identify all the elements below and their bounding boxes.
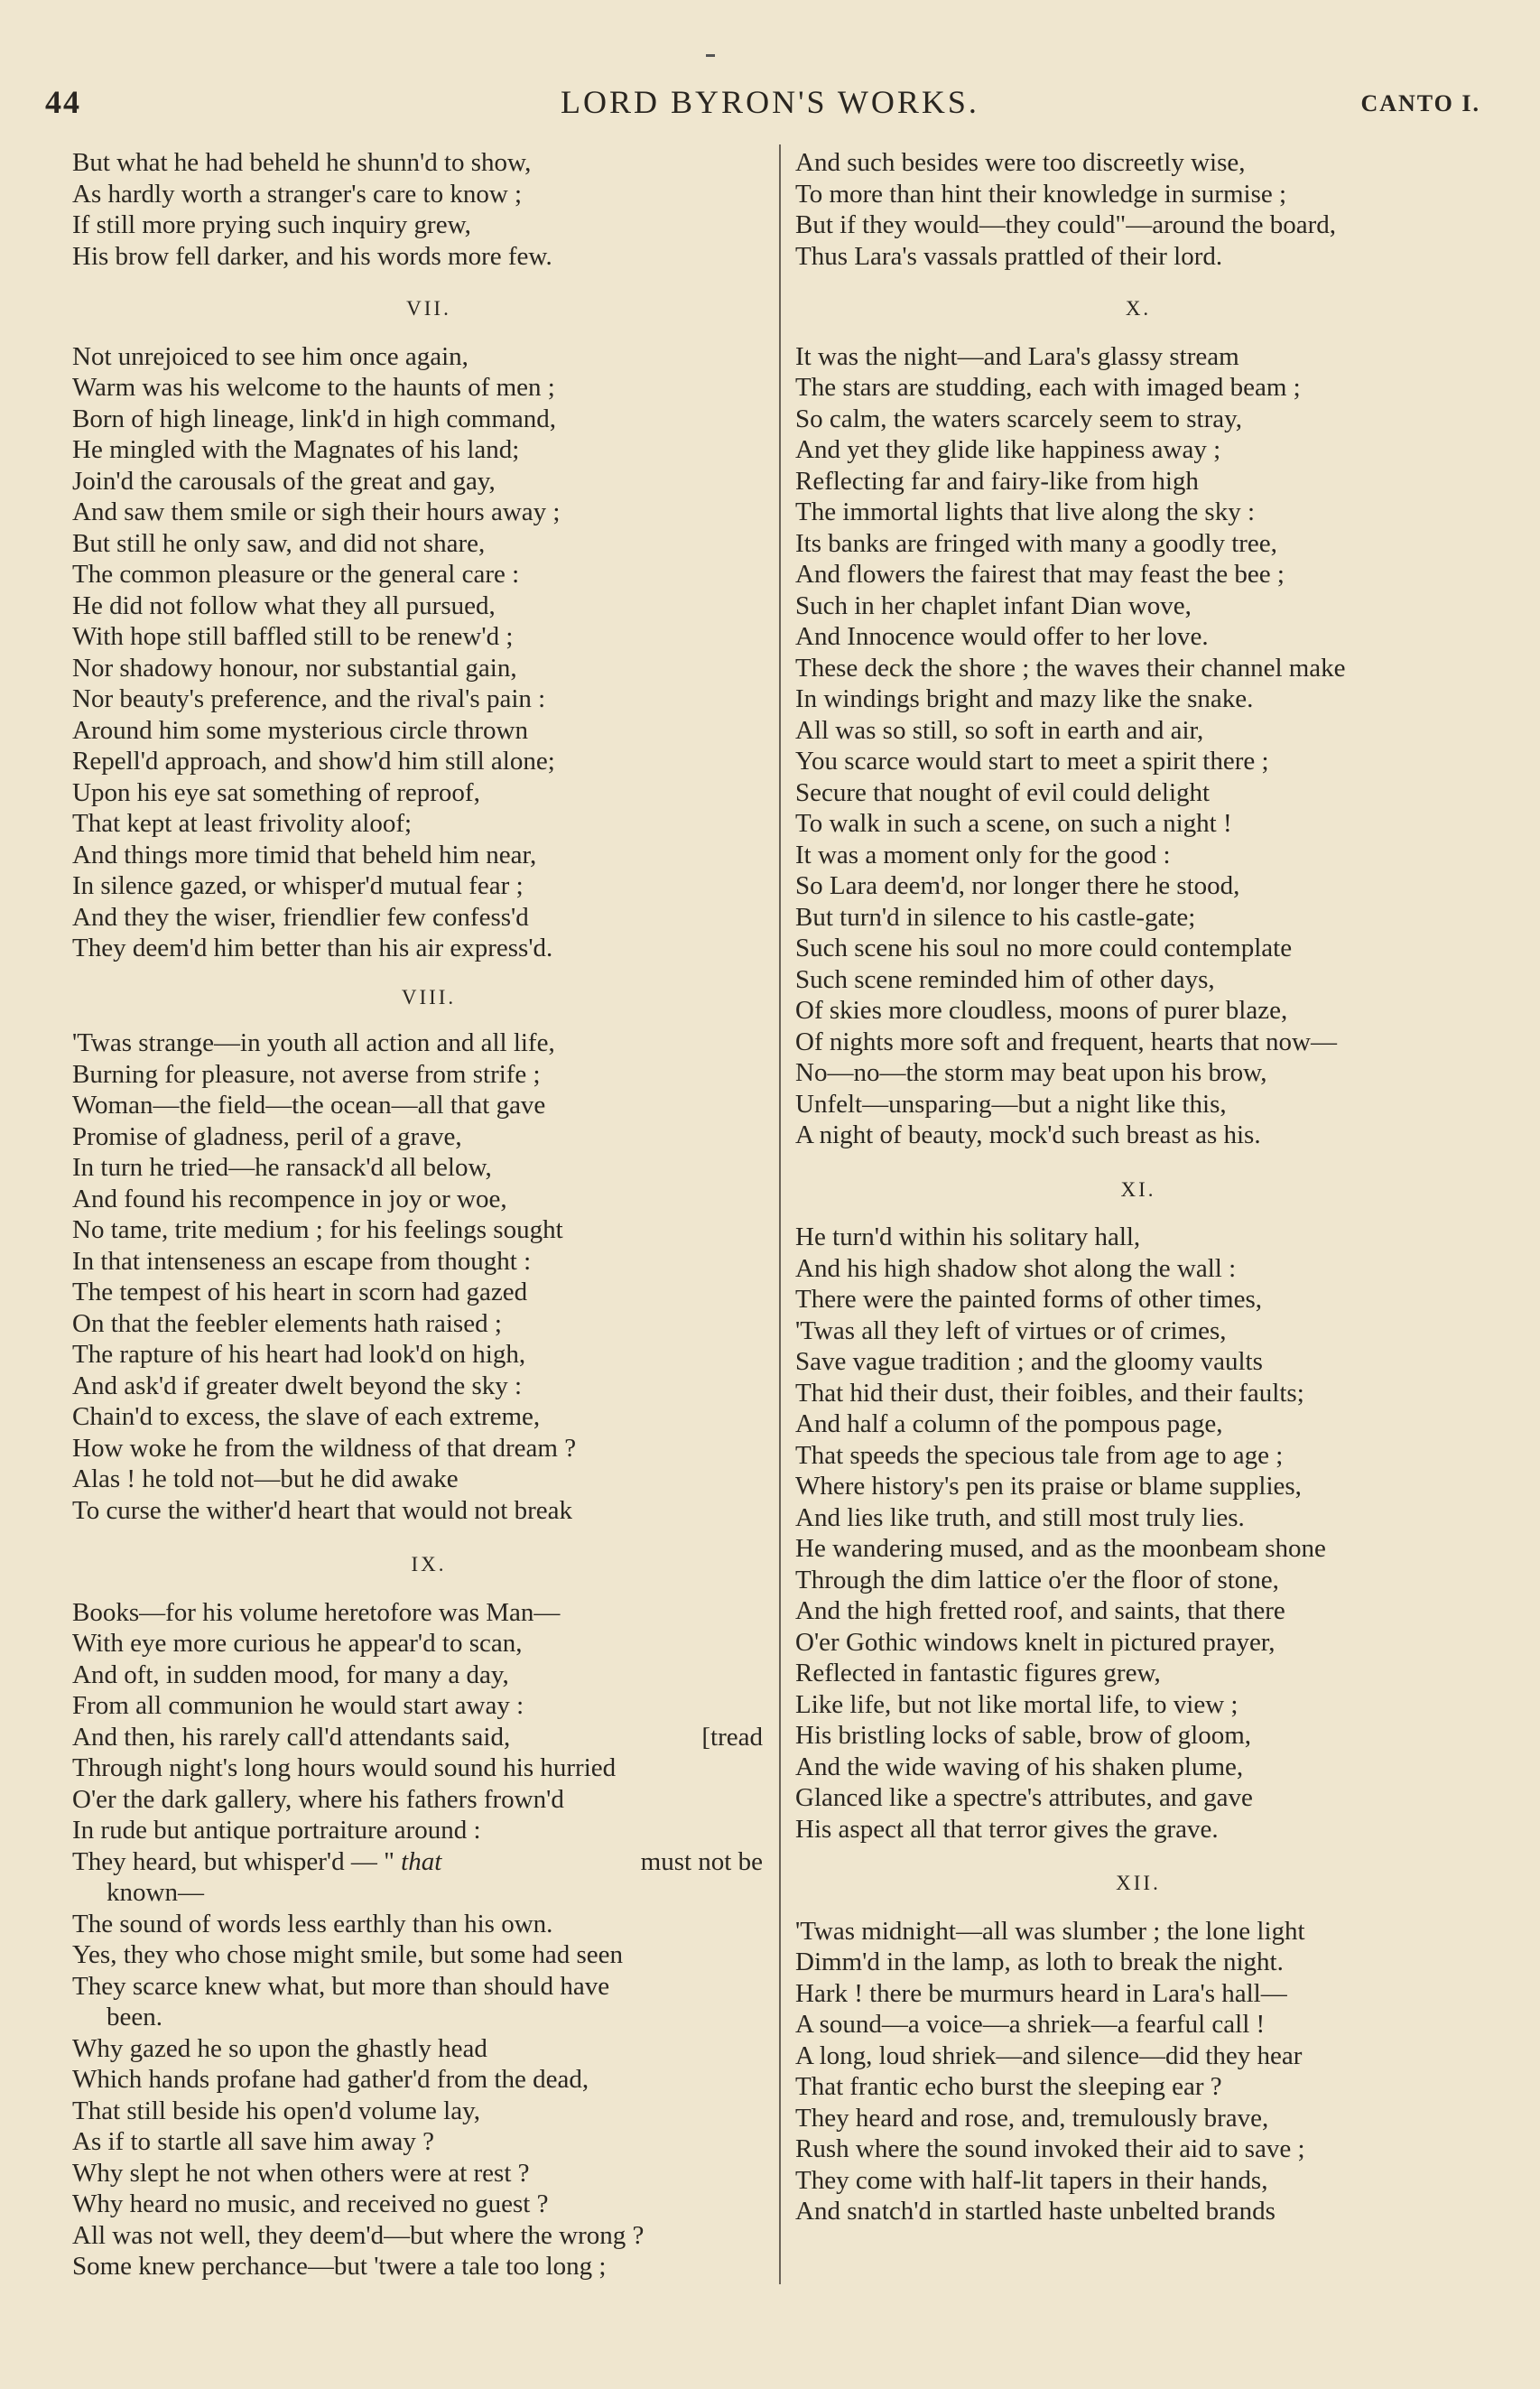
verse-line: It was the night—and Lara's glassy stream [795, 341, 1239, 371]
verse-line: In rude but antique portraiture around : [72, 1816, 481, 1845]
verse-line-text: And then, his rarely call'd attendants said, [72, 1722, 511, 1752]
verse-line: But turn'd in silence to his castle-gate; [795, 902, 1196, 932]
verse-line: Unfelt—unsparing—but a night like this, [795, 1089, 1227, 1119]
verse-line: These deck the shore ; the waves their channel make [795, 653, 1346, 683]
verse-line: And Innocence would offer to her love. [795, 622, 1209, 651]
verse-line: Why slept he not when others were at rest ? [72, 2158, 530, 2188]
verse-line: Woman—the field—the ocean—all that gave [72, 1091, 546, 1120]
verse-line: Around him some mysterious circle thrown [72, 715, 528, 745]
verse-line: With eye more curious he appear'd to scan, [72, 1629, 523, 1658]
verse-line: Books—for his volume heretofore was Man— [72, 1597, 561, 1627]
intro-lines-left [72, 147, 785, 272]
verse-line: Chain'd to excess, the slave of each extreme, [72, 1402, 541, 1431]
verse-line: A long, loud shriek—and silence—did they hear [795, 2040, 1303, 2070]
verse-line: And saw them smile or sigh their hours away ; [72, 497, 561, 526]
verse-line: 'Twas midnight—all was slumber ; the lone light [795, 1916, 1305, 1946]
verse-line: Burning for pleasure, not averse from strife ; [72, 1059, 541, 1089]
verse-line: Such scene reminded him of other days, [795, 964, 1215, 994]
top-mark [706, 54, 715, 57]
verse-line: Its banks are fringed with many a goodly tree, [795, 528, 1277, 558]
verse-line: Hark ! there be murmurs heard in Lara's hall— [795, 1978, 1287, 2008]
verse-line: To curse the wither'd heart that would not break [72, 1495, 573, 1525]
stanza-number-x: X. [1125, 297, 1152, 320]
verse-line: That kept at least frivolity aloof; [72, 809, 413, 838]
verse-line: And snatch'd in startled haste unbelted brands [795, 2197, 1276, 2226]
verse-line: Repell'd approach, and show'd him still alone; [72, 747, 555, 776]
verse-line: Born of high lineage, link'd in high command, [72, 404, 557, 433]
verse-line: Of skies more cloudless, moons of purer blaze, [795, 996, 1288, 1025]
verse-line-turnover: been. [107, 2003, 162, 2031]
verse-line: Yes, they who chose might smile, but some had seen [72, 1940, 624, 1969]
verse-line-text-start: They heard, but whisper'd — " [72, 1846, 394, 1876]
verse-line: Such in her chaplet infant Dian wove, [795, 590, 1192, 620]
verse-line: And half a column of the pompous page, [795, 1409, 1223, 1438]
emphasis-that: that [401, 1846, 442, 1876]
verse-line: And the wide waving of his shaken plume, [795, 1752, 1244, 1781]
verse-line: And flowers the fairest that may feast the bee ; [795, 560, 1285, 589]
verse-line: The stars are studding, each with imaged beam ; [795, 373, 1301, 402]
verse-line: He wandering mused, and as the moonbeam shone [795, 1534, 1326, 1563]
verse-line: His bristling locks of sable, brow of gloom, [795, 1721, 1252, 1750]
verse-line: Of nights more soft and frequent, hearts that now— [795, 1027, 1337, 1056]
verse-line: Save vague tradition ; and the gloomy vaults [795, 1347, 1263, 1376]
stanza-number-xi: XI. [1120, 1177, 1156, 1201]
verse-line: And his high shadow shot along the wall : [795, 1253, 1237, 1283]
left-column [72, 147, 785, 2282]
stanza-x [795, 341, 1481, 1151]
verse-line: On that the feebler elements hath raised ; [72, 1308, 502, 1338]
verse-line: In windings bright and mazy like the snake. [795, 684, 1254, 713]
verse-line: To walk in such a scene, on such a night ! [795, 809, 1232, 838]
running-header [0, 83, 1540, 128]
verse-line: It was a moment only for the good : [795, 840, 1171, 869]
verse-line: They deem'd him better than his air express'd. [72, 934, 553, 962]
verse-line: All was so still, so soft in earth and air, [795, 715, 1204, 745]
verse-line: The immortal lights that live along the sky : [795, 497, 1256, 526]
verse-line: There were the painted forms of other times, [795, 1285, 1262, 1314]
verse-line: 'Twas all they left of virtues or of crimes, [795, 1315, 1227, 1345]
verse-line: Through night's long hours would sound his hurried [72, 1753, 617, 1782]
verse-line: The tempest of his heart in scorn had gazed [72, 1278, 528, 1306]
stanza-xi [795, 1222, 1481, 1845]
turnover-bracket: [tread [701, 1722, 763, 1752]
verse-line: And found his recompence in joy or woe, [72, 1184, 507, 1213]
verse-line: The rapture of his heart had look'd on high, [72, 1340, 526, 1369]
verse-line: O'er the dark gallery, where his fathers frown'd [72, 1784, 564, 1814]
verse-line: Glanced like a spectre's attributes, and gave [795, 1783, 1253, 1812]
stanza-vii [72, 341, 785, 964]
verse-line: All was not well, they deem'd—but where the wrong ? [72, 2220, 645, 2250]
stanza-number-xii: XII. [1116, 1872, 1161, 1894]
running-title: LORD BYRON'S WORKS. [561, 84, 979, 120]
intro-lines-right [795, 147, 1481, 272]
verse-line: A sound—a voice—a shriek—a fearful call ! [795, 2010, 1266, 2039]
stanza-ix [72, 1597, 785, 2282]
verse-line: So calm, the waters scarcely seem to stray, [795, 404, 1242, 433]
verse-line: Like life, but not like mortal life, to view ; [795, 1689, 1238, 1719]
verse-line: Secure that nought of evil could delight [795, 777, 1211, 807]
verse-line: And the high fretted roof, and saints, that there [795, 1596, 1285, 1625]
verse-line: Reflecting far and fairy-like from high [795, 466, 1199, 496]
verse-line: But still he only saw, and did not share, [72, 528, 486, 558]
verse-line: Why heard no music, and received no guest ? [72, 2189, 549, 2218]
verse-line: And yet they glide like happiness away ; [795, 435, 1221, 464]
verse-line: No tame, trite medium ; for his feelings sought [72, 1215, 563, 1244]
verse-line: That speeds the specious tale from age to age ; [795, 1440, 1284, 1470]
verse-line: Some knew perchance—but 'twere a tale too long ; [72, 2252, 607, 2281]
verse-line-text-end: must not be [640, 1846, 763, 1876]
verse-line-turnover: known— [107, 1878, 204, 1907]
verse-line: Thus Lara's vassals prattled of their lord. [795, 241, 1223, 271]
verse-line: In turn he tried—he ransack'd all below, [72, 1153, 492, 1182]
verse-line: The sound of words less earthly than his own. [72, 1909, 553, 1938]
stanza-xii [795, 1916, 1481, 2227]
verse-line: A night of beauty, mock'd such breast as his. [795, 1120, 1261, 1149]
verse-line: And things more timid that beheld him near, [72, 840, 537, 869]
verse-line: But if they would—they could"—around the board, [795, 210, 1336, 239]
stanza-number-vii: VII. [406, 297, 451, 320]
verse-line: And lies like truth, and still most truly lies. [795, 1502, 1245, 1532]
canto-label: CANTO I. [1360, 90, 1480, 116]
stanza-viii [72, 1027, 785, 1526]
verse-line: But what he had beheld he shunn'd to show, [72, 148, 532, 177]
verse-line [72, 1722, 763, 1753]
verse-line: If still more prying such inquiry grew, [72, 210, 471, 239]
verse-line: Rush where the sound invoked their aid to save ; [795, 2134, 1305, 2163]
verse-line: And oft, in sudden mood, for many a day, [72, 1659, 509, 1689]
verse-line: They scarce knew what, but more than should have [72, 1971, 610, 2001]
verse-line: That frantic echo burst the sleeping ear ? [795, 2072, 1222, 2101]
verse-line: Dimm'd in the lamp, as loth to break the night. [795, 1947, 1284, 1976]
verse-line: Join'd the carousals of the great and gay, [72, 466, 496, 496]
verse-line: As if to startle all save him away ? [72, 2127, 435, 2156]
verse-line: Nor beauty's preference, and the rival's pain : [72, 684, 546, 713]
verse-line: He turn'd within his solitary hall, [795, 1222, 1141, 1251]
verse-line: Reflected in fantastic figures grew, [795, 1659, 1161, 1687]
verse-line: Why gazed he so upon the ghastly head [72, 2033, 487, 2063]
verse-line: That hid their dust, their foibles, and their faults; [795, 1378, 1304, 1408]
verse-line: Which hands profane had gather'd from the dead, [72, 2065, 589, 2094]
verse-line: Through the dim lattice o'er the floor of stone, [795, 1565, 1279, 1594]
verse-line: To more than hint their knowledge in surmise ; [795, 179, 1287, 209]
verse-line: His brow fell darker, and his words more few. [72, 241, 552, 271]
verse-line: So Lara deem'd, nor longer there he stood, [795, 871, 1240, 900]
verse-line: And they the wiser, friendlier few confess'd [72, 902, 529, 932]
verse-line: Alas ! he told not—but he did awake [72, 1464, 459, 1493]
verse-line: Nor shadowy honour, nor substantial gain, [72, 653, 517, 683]
verse-line: You scarce would start to meet a spirit there ; [795, 747, 1269, 776]
verse-line: They come with half-lit tapers in their hands, [795, 2165, 1268, 2195]
verse-line: From all communion he would start away : [72, 1691, 524, 1720]
verse-line: That still beside his open'd volume lay, [72, 2096, 480, 2125]
verse-line: Where history's pen its praise or blame supplies, [795, 1472, 1302, 1501]
verse-line: With hope still baffled still to be renew'd ; [72, 622, 514, 651]
verse-line: O'er Gothic windows knelt in pictured prayer, [795, 1627, 1276, 1657]
verse-line: No—no—the storm may beat upon his brow, [795, 1058, 1267, 1087]
verse-line: And such besides were too discreetly wise, [795, 148, 1246, 177]
stanza-number-viii: VIII. [401, 985, 457, 1009]
verse-line: He mingled with the Magnates of his land; [72, 435, 520, 464]
verse-line: In silence gazed, or whisper'd mutual fear ; [72, 871, 524, 900]
verse-line: Not unrejoiced to see him once again, [72, 341, 468, 371]
verse-line: Warm was his welcome to the haunts of men ; [72, 373, 555, 402]
stanza-number-ix: IX. [411, 1553, 447, 1576]
verse-line: His aspect all that terror gives the grave. [795, 1814, 1219, 1844]
verse-line: As hardly worth a stranger's care to know ; [72, 179, 523, 209]
right-column [795, 147, 1481, 2227]
verse-line: Upon his eye sat something of reproof, [72, 777, 480, 807]
verse-line: How woke he from the wildness of that dream ? [72, 1433, 577, 1463]
verse-line: Such scene his soul no more could contemplate [795, 934, 1293, 962]
verse-line [72, 1846, 763, 1878]
verse-line-text [72, 1846, 441, 1878]
verse-line: In that intenseness an escape from thought : [72, 1246, 532, 1276]
verse-line: They heard and rose, and, tremulously brave, [795, 2103, 1269, 2133]
verse-line: Promise of gladness, peril of a grave, [72, 1121, 462, 1151]
verse-line: The common pleasure or the general care : [72, 560, 520, 589]
verse-line: He did not follow what they all pursued, [72, 590, 496, 620]
verse-line: 'Twas strange—in youth all action and all life, [72, 1028, 555, 1057]
verse-line: And ask'd if greater dwelt beyond the sky : [72, 1371, 523, 1400]
page-number: 44 [45, 84, 81, 120]
